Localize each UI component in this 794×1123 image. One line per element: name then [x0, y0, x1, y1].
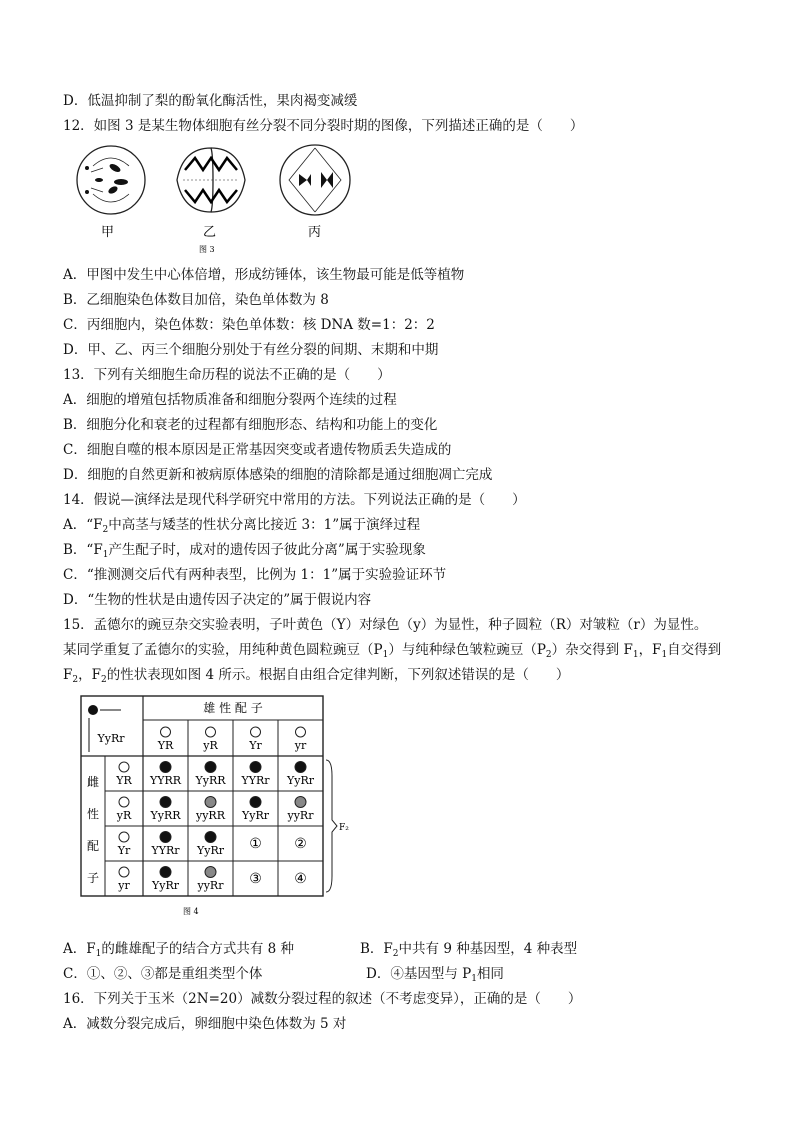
- male-gamete-yR: yR: [203, 739, 218, 752]
- unknown-genotype: ①: [249, 836, 262, 852]
- figure-3-caption: 图 3: [199, 245, 215, 254]
- q11-option-d: D．低温抑制了梨的酚氧化酶活性，果肉褐变减缓: [63, 93, 358, 109]
- q16-stem: 16．下列关于玉米（2N=20）减数分裂过程的叙述（不考虑变异），正确的是（ ）: [63, 991, 582, 1007]
- q12-option-b: B．乙细胞染色体数目加倍，染色单体数为 8: [63, 292, 329, 308]
- q12-option-a: A．甲图中发生中心体倍增，形成纺锤体，该生物最可能是低等植物: [63, 267, 465, 283]
- q14-option-a: A．“$F_2$中高茎与矮茎的性状分离比接近 3：1”属于演绎过程: [63, 517, 421, 535]
- offspring-genotype: YyRr: [241, 809, 270, 822]
- gamete-circle: [119, 797, 129, 807]
- q15-stem-line1: 15．孟德尔的豌豆杂交实验表明，子叶黄色（Y）对绿色（y）为显性，种子圆粒（R）对皱粒（r）为显性。: [63, 617, 708, 633]
- offspring-genotype: YyRr: [286, 774, 315, 787]
- q16-option-a: A．减数分裂完成后，卵细胞中染色体数为 5 对: [63, 1016, 347, 1032]
- figure-3-mitosis-cells: [63, 140, 363, 260]
- label-yi: 乙: [203, 225, 217, 240]
- q13-option-b: B．细胞分化和衰老的过程都有细胞形态、结构和功能上的变化: [63, 417, 438, 433]
- figure-4-caption: 图 4: [183, 907, 199, 916]
- q12-option-d: D．甲、乙、丙三个细胞分别处于有丝分裂的间期、末期和中期: [63, 342, 439, 358]
- offspring-genotype: YyRR: [195, 774, 226, 787]
- q12-option-c: C．丙细胞内，染色体数：染色单体数：核 DNA 数=1：2：2: [63, 317, 435, 333]
- seed-dot: [250, 762, 261, 773]
- offspring-genotype: YyRr: [151, 879, 180, 892]
- q14-option-c: C．“推测测交后代有两种表型，比例为 1：1”属于实验验证环节: [63, 567, 447, 583]
- seed-dot: [160, 832, 171, 843]
- label-bing: 丙: [308, 225, 322, 240]
- seed-dot: [205, 797, 216, 808]
- cell-jia: [77, 146, 145, 214]
- q15-option-a: A．$F_1$的雌雄配子的结合方式共有 8 种: [63, 941, 295, 959]
- male-gamete-Yr: Yr: [249, 739, 262, 752]
- male-gamete-yr: yr: [294, 739, 307, 752]
- offspring-genotype: yyRr: [197, 879, 224, 892]
- seed-dot: [205, 762, 216, 773]
- male-gamete-header: 雄 性 配 子: [203, 701, 263, 715]
- offspring-genotype: YYRr: [151, 844, 180, 857]
- gamete-circle: [119, 832, 129, 842]
- seed-dot: [295, 797, 306, 808]
- q15-stem-line3: $F_2$，$F_2$的性状表现如图 4 所示。根据自由组合定律判断，下列叙述错误的是（ ）: [63, 667, 570, 685]
- female-gamete-header: 配: [86, 839, 100, 853]
- female-gamete-yr: yr: [118, 879, 130, 892]
- unknown-genotype: ④: [294, 871, 307, 887]
- offspring-genotype: yyRR: [196, 809, 225, 822]
- q14-option-b: B．“$F_1$产生配子时，成对的遗传因子彼此分离”属于实验现象: [63, 542, 426, 560]
- offspring-genotype: YYRR: [149, 774, 182, 787]
- f2-brace: [326, 760, 337, 892]
- offspring-genotype: YYRr: [241, 774, 270, 787]
- figure-4-punnett-square: [63, 690, 363, 935]
- corner-genotype: YyRr: [97, 732, 125, 745]
- seed-dot: [160, 797, 171, 808]
- gamete-circle: [119, 762, 129, 772]
- seed-dot: [250, 797, 261, 808]
- unknown-genotype: ③: [249, 871, 262, 887]
- q13-option-c: C．细胞自噬的根本原因是正常基因突变或者遗传物质丢失造成的: [63, 442, 452, 458]
- female-gamete-YR: YR: [116, 774, 132, 787]
- gamete-circle: [119, 867, 129, 877]
- corner-dot: [88, 705, 98, 715]
- gamete-circle: [296, 727, 306, 737]
- cell-yi: [177, 148, 245, 212]
- cell-bing: [280, 145, 350, 215]
- seed-dot: [205, 832, 216, 843]
- offspring-genotype: yyRr: [287, 809, 314, 822]
- f2-label: F₂: [339, 823, 349, 833]
- q15-stem-line2: 某同学重复了孟德尔的实验，用纯种黄色圆粒豌豆$(P_1)$与纯种绿色皱粒豌豆$(P_2)$杂交得到 $F_1$，$F_1$自交得到: [63, 642, 722, 660]
- table-border: [81, 696, 323, 896]
- q15-option-d: D．④基因型与 $P_1$相同: [366, 966, 504, 984]
- seed-dot: [160, 867, 171, 878]
- seed-dot: [295, 762, 306, 773]
- q14-stem: 14．假说—演绎法是现代科学研究中常用的方法。下列说法正确的是（ ）: [63, 492, 526, 508]
- q13-option-d: D．细胞的自然更新和被病原体感染的细胞的清除都是通过细胞凋亡完成: [63, 467, 493, 483]
- q13-stem: 13．下列有关细胞生命历程的说法不正确的是（ ）: [63, 367, 391, 383]
- label-jia: 甲: [101, 225, 115, 240]
- q15-option-c: C．①、②、③都是重组类型个体: [63, 966, 263, 982]
- female-gamete-header: 雌: [86, 775, 100, 789]
- male-gamete-YR: YR: [157, 739, 174, 752]
- q15-option-b: B．$F_2$中共有 9 种基因型，4 种表型: [360, 941, 578, 959]
- seed-dot: [160, 762, 171, 773]
- female-gamete-Yr: Yr: [117, 844, 131, 857]
- q13-option-a: A．细胞的增殖包括物质准备和细胞分裂两个连续的过程: [63, 392, 397, 408]
- unknown-genotype: ②: [294, 836, 307, 852]
- seed-dot: [205, 867, 216, 878]
- gamete-circle: [206, 727, 216, 737]
- chromosomes-jia: [85, 162, 128, 195]
- q12-stem: 12．如图 3 是某生物体细胞有丝分裂不同分裂时期的图像，下列描述正确的是（ ）: [63, 118, 584, 134]
- gamete-circle: [161, 727, 171, 737]
- chromosomes-bing: [299, 172, 333, 188]
- offspring-genotype: YyRR: [150, 809, 181, 822]
- q14-option-d: D．“生物的性状是由遗传因子决定的”属于假说内容: [63, 592, 372, 608]
- female-gamete-header: 性: [86, 807, 100, 821]
- gamete-circle: [251, 727, 261, 737]
- female-gamete-header: 子: [86, 871, 100, 885]
- offspring-genotype: YyRr: [196, 844, 225, 857]
- female-gamete-yR: yR: [116, 809, 132, 822]
